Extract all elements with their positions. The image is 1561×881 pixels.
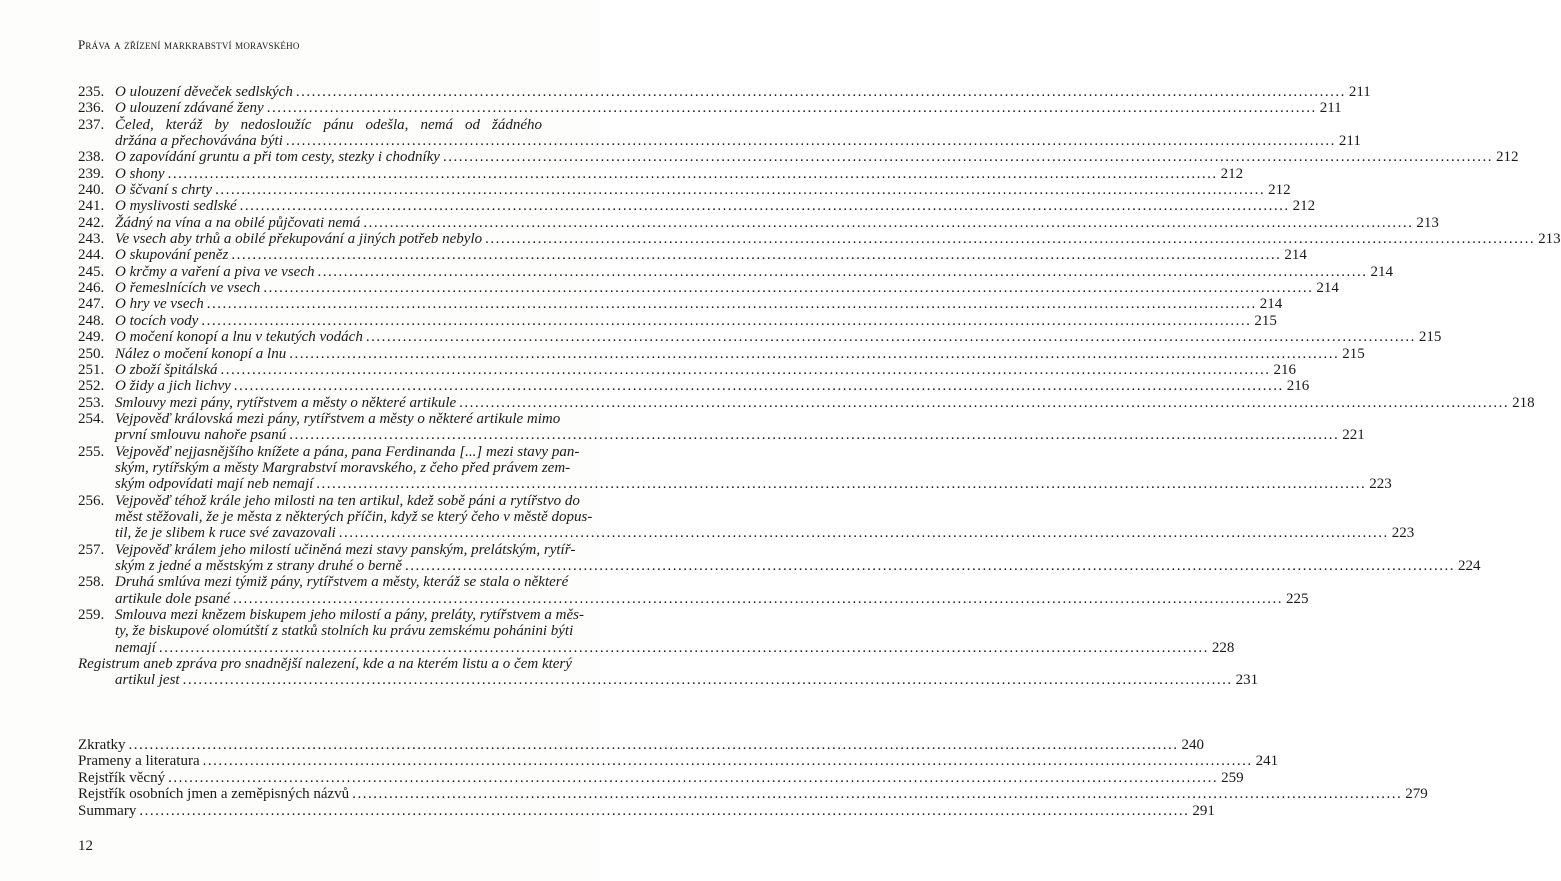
back-matter-list xyxy=(78,737,1428,819)
entry-text: Rejstřík věcný xyxy=(78,769,166,786)
entry-page: 225 xyxy=(1285,590,1309,607)
entry-body xyxy=(115,182,1291,199)
toc-entry xyxy=(78,84,1371,100)
entry-page: 215 xyxy=(1418,329,1442,346)
entry-text: nemají xyxy=(115,639,156,656)
entry-line: ty, že biskupové olomútští z statků stolních ku právu zemskému pohánini býti xyxy=(115,623,574,640)
entry-number: 258. xyxy=(78,574,105,591)
toc-entry xyxy=(78,296,1283,313)
toc-entry xyxy=(78,329,1442,346)
entry-text: til, že je slibem k ruce své zavazovali xyxy=(115,525,336,542)
entry-line: Vejpověď téhož krále jeho milosti na ten artikul, kdež sobě páni a rytířstvo do xyxy=(115,492,580,509)
entry-text: ským odpovídati mají neb nemají xyxy=(115,476,314,493)
toc-entry xyxy=(78,345,1365,362)
entry-text: Rejstřík osobních jmen a zeměpisných názvů xyxy=(78,786,350,803)
entry-last-line xyxy=(115,312,1277,329)
entry-number: 259. xyxy=(78,607,105,623)
entry-text: ským z jedné a městským z strany druhé o berně xyxy=(115,557,403,574)
entry-last-line xyxy=(115,476,1392,493)
entry-text: O zapovídání gruntu a při tom cesty, stezky i chodníky xyxy=(115,149,440,166)
entry-number: 238. xyxy=(78,149,105,166)
dot-leader: ........................................................................................................................................................................................................ xyxy=(338,525,1389,542)
toc-entry xyxy=(78,100,1342,117)
entry-last-line xyxy=(115,198,1316,215)
entry-last-line xyxy=(115,165,1244,182)
entry-body xyxy=(115,607,1235,656)
entry-text: Summary xyxy=(78,802,137,819)
entry-page: 216 xyxy=(1273,361,1297,378)
entry-page: 213 xyxy=(1538,231,1561,248)
entry-page: 291 xyxy=(1192,802,1215,819)
dot-leader: ........................................................................................................................................................................................................ xyxy=(239,198,1290,215)
entry-page: 223 xyxy=(1391,525,1415,542)
toc-entry xyxy=(78,394,1535,411)
entry-text: O ulouzení děveček sedlských xyxy=(115,84,293,100)
entry-page: 224 xyxy=(1458,557,1481,574)
entry-text: O hry ve vsech xyxy=(115,296,204,313)
entry-body xyxy=(115,345,1365,362)
dot-leader: ........................................................................................................................................................................................................ xyxy=(485,231,1536,248)
entry-last-line xyxy=(115,182,1291,199)
entry-text: O zboží špitálská xyxy=(115,361,218,378)
entry-last-line xyxy=(78,672,1259,689)
entry-line: Registrum aneb zpráva pro snadnější nalezení, kde a na kterém listu a o čem který xyxy=(78,656,572,673)
entry-line: Smlouva mezi knězem biskupem jeho milostí a pány, preláty, rytířstvem a měs- xyxy=(115,607,584,623)
entry-body xyxy=(115,247,1307,264)
entry-number: 236. xyxy=(78,100,105,117)
entry-text: O myslivosti sedlské xyxy=(115,198,237,215)
entry-text: Nález o močení konopí a lnu xyxy=(115,345,287,362)
entry-number: 257. xyxy=(78,541,105,558)
entry-body xyxy=(115,574,1309,607)
entry-page: 240 xyxy=(1181,737,1204,753)
entry-number: 256. xyxy=(78,492,105,509)
entry-page: 215 xyxy=(1342,345,1365,362)
entry-last-line xyxy=(115,296,1283,313)
entry-last-line xyxy=(115,247,1307,264)
dot-leader: ........................................................................................................................................................................................................ xyxy=(352,786,1403,803)
toc-entry xyxy=(78,116,1361,150)
entry-page: 212 xyxy=(1292,198,1316,215)
toc-entry xyxy=(78,198,1316,215)
entry-last-line xyxy=(115,133,1361,150)
entry-line: Vejpověď králem jeho milostí učiněná mezi stavy panským, prelátským, rytíř- xyxy=(115,541,576,558)
entry-page: 218 xyxy=(1512,394,1535,411)
entry-body xyxy=(115,378,1310,395)
dot-leader: ........................................................................................................................................................................................................ xyxy=(182,672,1233,689)
table-of-contents xyxy=(78,84,1561,689)
entry-body xyxy=(115,410,1365,444)
dot-leader: ........................................................................................................................................................................................................ xyxy=(233,378,1284,395)
entry-last-line xyxy=(78,753,1279,770)
entry-text: O židy a jich lichvy xyxy=(115,378,231,395)
toc-entry xyxy=(78,312,1277,329)
toc-entry xyxy=(78,182,1291,199)
dot-leader: ........................................................................................................................................................................................................ xyxy=(202,753,1253,770)
entry-number: 253. xyxy=(78,394,105,411)
entry-number: 243. xyxy=(78,231,105,248)
dot-leader: ........................................................................................................................................................................................................ xyxy=(316,476,1367,493)
entry-text: O skupování peněz xyxy=(115,247,229,264)
entry-number: 246. xyxy=(78,280,105,297)
entry-text: první smlouvu nahoře psanú xyxy=(115,427,287,444)
dot-leader: ........................................................................................................................................................................................................ xyxy=(405,557,1456,574)
entry-page: 231 xyxy=(1235,672,1259,689)
entry-text: Ve vsech aby trhů a obilé překupování a jiných potřeb nebylo xyxy=(115,231,483,248)
entry-last-line xyxy=(115,378,1310,395)
entry-body xyxy=(115,198,1316,215)
entry-body xyxy=(115,329,1442,346)
entry-body xyxy=(115,492,1415,542)
entry-last-line xyxy=(78,802,1215,819)
entry-page: 212 xyxy=(1220,165,1244,182)
entry-text: O ulouzení zdávané ženy xyxy=(115,100,264,117)
dot-leader: ........................................................................................................................................................................................................ xyxy=(295,84,1346,100)
entry-body xyxy=(115,296,1283,313)
toc-entry xyxy=(78,165,1244,182)
entry-page: 211 xyxy=(1348,84,1371,100)
entry-line: Vejpověď královská mezi pány, rytířstvem a městy o některé artikule mimo xyxy=(115,410,561,427)
entry-last-line xyxy=(115,214,1439,231)
entry-body xyxy=(115,100,1342,117)
entry-page: 221 xyxy=(1342,427,1365,444)
entry-text: O řemeslnících ve vsech xyxy=(115,280,261,297)
entry-body xyxy=(115,84,1371,100)
entry-text: Smlouvy mezi pány, rytířstvem a městy o některé artikule xyxy=(115,394,457,411)
toc-entry-registrum xyxy=(78,656,1259,689)
entry-number: 248. xyxy=(78,312,105,329)
toc-entry xyxy=(78,607,1235,656)
dot-leader: ........................................................................................................................................................................................................ xyxy=(285,133,1336,150)
entry-number: 251. xyxy=(78,361,105,378)
entry-number: 239. xyxy=(78,165,105,182)
entry-last-line xyxy=(115,329,1442,346)
entry-page: 214 xyxy=(1316,280,1339,297)
entry-text: O močení konopí a lnu v tekutých vodách xyxy=(115,329,363,346)
entry-text: Prameny a literatura xyxy=(78,753,200,770)
dot-leader: ........................................................................................................................................................................................................ xyxy=(201,312,1252,329)
toc-entry xyxy=(78,149,1519,166)
entry-text: držána a přechovávána býti xyxy=(115,133,283,150)
entry-body xyxy=(115,312,1277,329)
dot-leader: ........................................................................................................................................................................................................ xyxy=(459,394,1510,411)
dot-leader: ........................................................................................................................................................................................................ xyxy=(289,427,1340,444)
toc-entry xyxy=(78,263,1393,280)
entry-number: 235. xyxy=(78,84,105,100)
entry-last-line xyxy=(115,280,1339,297)
entry-last-line xyxy=(115,590,1309,607)
toc-entry xyxy=(78,361,1297,378)
entry-last-line xyxy=(78,786,1428,803)
entry-body xyxy=(115,263,1393,280)
dot-leader: ........................................................................................................................................................................................................ xyxy=(263,280,1314,297)
entry-body xyxy=(115,116,1361,150)
entry-page: 214 xyxy=(1370,263,1393,280)
dot-leader: ........................................................................................................................................................................................................ xyxy=(128,737,1179,753)
toc-entry xyxy=(78,541,1481,575)
entry-body xyxy=(115,214,1439,231)
toc-entry xyxy=(78,378,1310,395)
entry-page: 215 xyxy=(1254,312,1277,329)
entry-body xyxy=(115,541,1481,575)
toc-entry xyxy=(78,231,1561,248)
entry-page: 213 xyxy=(1416,214,1439,231)
entry-page: 241 xyxy=(1255,753,1279,770)
dot-leader: ........................................................................................................................................................................................................ xyxy=(363,214,1414,231)
page-number: 12 xyxy=(78,838,93,854)
entry-text: O ščvaní s chrty xyxy=(115,182,213,199)
entry-page: 279 xyxy=(1405,786,1428,803)
entry-text: O shony xyxy=(115,165,165,182)
toc-entry xyxy=(78,214,1439,231)
toc-entry xyxy=(78,247,1307,264)
dot-leader: ........................................................................................................................................................................................................ xyxy=(231,247,1282,264)
toc-entry xyxy=(78,443,1392,493)
entry-body xyxy=(115,149,1519,166)
dot-leader: ........................................................................................................................................................................................................ xyxy=(215,182,1266,199)
entry-page: 214 xyxy=(1284,247,1307,264)
dot-leader: ........................................................................................................................................................................................................ xyxy=(442,149,1493,166)
entry-body xyxy=(115,394,1535,411)
dot-leader: ........................................................................................................................................................................................................ xyxy=(365,329,1416,346)
entry-number: 249. xyxy=(78,329,105,346)
entry-last-line xyxy=(78,769,1244,786)
entry-line: Druhá smlúva mezi týmiž pány, rytířstvem a městy, kteráž se stala o některé xyxy=(115,574,569,591)
entry-last-line xyxy=(115,263,1393,280)
entry-body xyxy=(115,280,1339,297)
entry-text: O tocích vody xyxy=(115,312,199,329)
entry-body xyxy=(115,231,1561,248)
dot-leader: ........................................................................................................................................................................................................ xyxy=(317,263,1368,280)
entry-last-line xyxy=(115,394,1535,411)
entry-page: 216 xyxy=(1286,378,1310,395)
entry-last-line xyxy=(115,149,1519,166)
entry-page: 214 xyxy=(1259,296,1283,313)
entry-page: 223 xyxy=(1369,476,1392,493)
entry-page: 212 xyxy=(1268,182,1291,199)
entry-text: O krčmy a vaření a piva ve vsech xyxy=(115,263,315,280)
toc-entry xyxy=(78,574,1309,607)
entry-last-line xyxy=(115,231,1561,248)
entry-number: 252. xyxy=(78,378,105,395)
dot-leader: ........................................................................................................................................................................................................ xyxy=(139,802,1190,819)
entry-number: 241. xyxy=(78,198,105,215)
entry-last-line xyxy=(115,100,1342,117)
entry-last-line xyxy=(115,525,1415,542)
entry-body xyxy=(115,165,1244,182)
entry-text: Žádný na vína a na obilé půjčovati nemá xyxy=(115,214,361,231)
entry-page: 211 xyxy=(1338,133,1361,150)
dot-leader: ........................................................................................................................................................................................................ xyxy=(220,361,1271,378)
entry-number: 244. xyxy=(78,247,105,264)
entry-number: 245. xyxy=(78,263,105,280)
entry-number: 240. xyxy=(78,182,105,199)
entry-line: ským, rytířským a městy Margrabství moravského, z čeho před právem zem- xyxy=(115,459,571,476)
dot-leader: ........................................................................................................................................................................................................ xyxy=(168,769,1219,786)
entry-last-line xyxy=(78,737,1204,753)
entry-page: 211 xyxy=(1319,100,1342,117)
entry-number: 255. xyxy=(78,443,105,460)
dot-leader: ........................................................................................................................................................................................................ xyxy=(232,590,1283,607)
entry-last-line xyxy=(115,639,1235,656)
entry-number: 242. xyxy=(78,214,105,231)
toc-entry xyxy=(78,280,1339,297)
toc-entry xyxy=(78,492,1415,542)
entry-page: 212 xyxy=(1495,149,1519,166)
entry-text: artikule dole psané xyxy=(115,590,230,607)
entry-line: Čeled, kteráž by nedosloužíc pánu odešla, nemá od žádného xyxy=(115,116,542,133)
entry-last-line xyxy=(115,345,1365,362)
dot-leader: ........................................................................................................................................................................................................ xyxy=(158,639,1209,656)
entry-last-line xyxy=(115,361,1297,378)
entry-last-line xyxy=(115,84,1371,100)
entry-number: 254. xyxy=(78,410,105,427)
entry-number: 237. xyxy=(78,116,105,133)
entry-line: měst stěžovali, že je města z některých příčin, když se který čeho v městě dopus- xyxy=(115,508,593,525)
entry-text: artikul jest xyxy=(115,672,180,689)
entry-last-line xyxy=(115,557,1481,574)
entry-page: 259 xyxy=(1221,769,1244,786)
dot-leader: ........................................................................................................................................................................................................ xyxy=(167,165,1218,182)
entry-body xyxy=(115,361,1297,378)
dot-leader: ........................................................................................................................................................................................................ xyxy=(266,100,1317,117)
entry-line: Vejpověď nejjasnějšího knížete a pána, pana Ferdinanda [...] mezi stavy pan- xyxy=(115,443,580,460)
entry-number: 250. xyxy=(78,345,105,362)
entry-text: Zkratky xyxy=(78,737,126,753)
entry-body xyxy=(115,443,1392,493)
toc-entry xyxy=(78,410,1365,444)
dot-leader: ........................................................................................................................................................................................................ xyxy=(206,296,1257,313)
entry-number: 247. xyxy=(78,296,105,313)
entry-last-line xyxy=(115,427,1365,444)
entry-body xyxy=(78,656,1259,689)
entry-page: 228 xyxy=(1211,639,1235,656)
running-head: Práva a zřízení markrabství moravského xyxy=(78,37,300,52)
dot-leader: ........................................................................................................................................................................................................ xyxy=(289,345,1340,362)
